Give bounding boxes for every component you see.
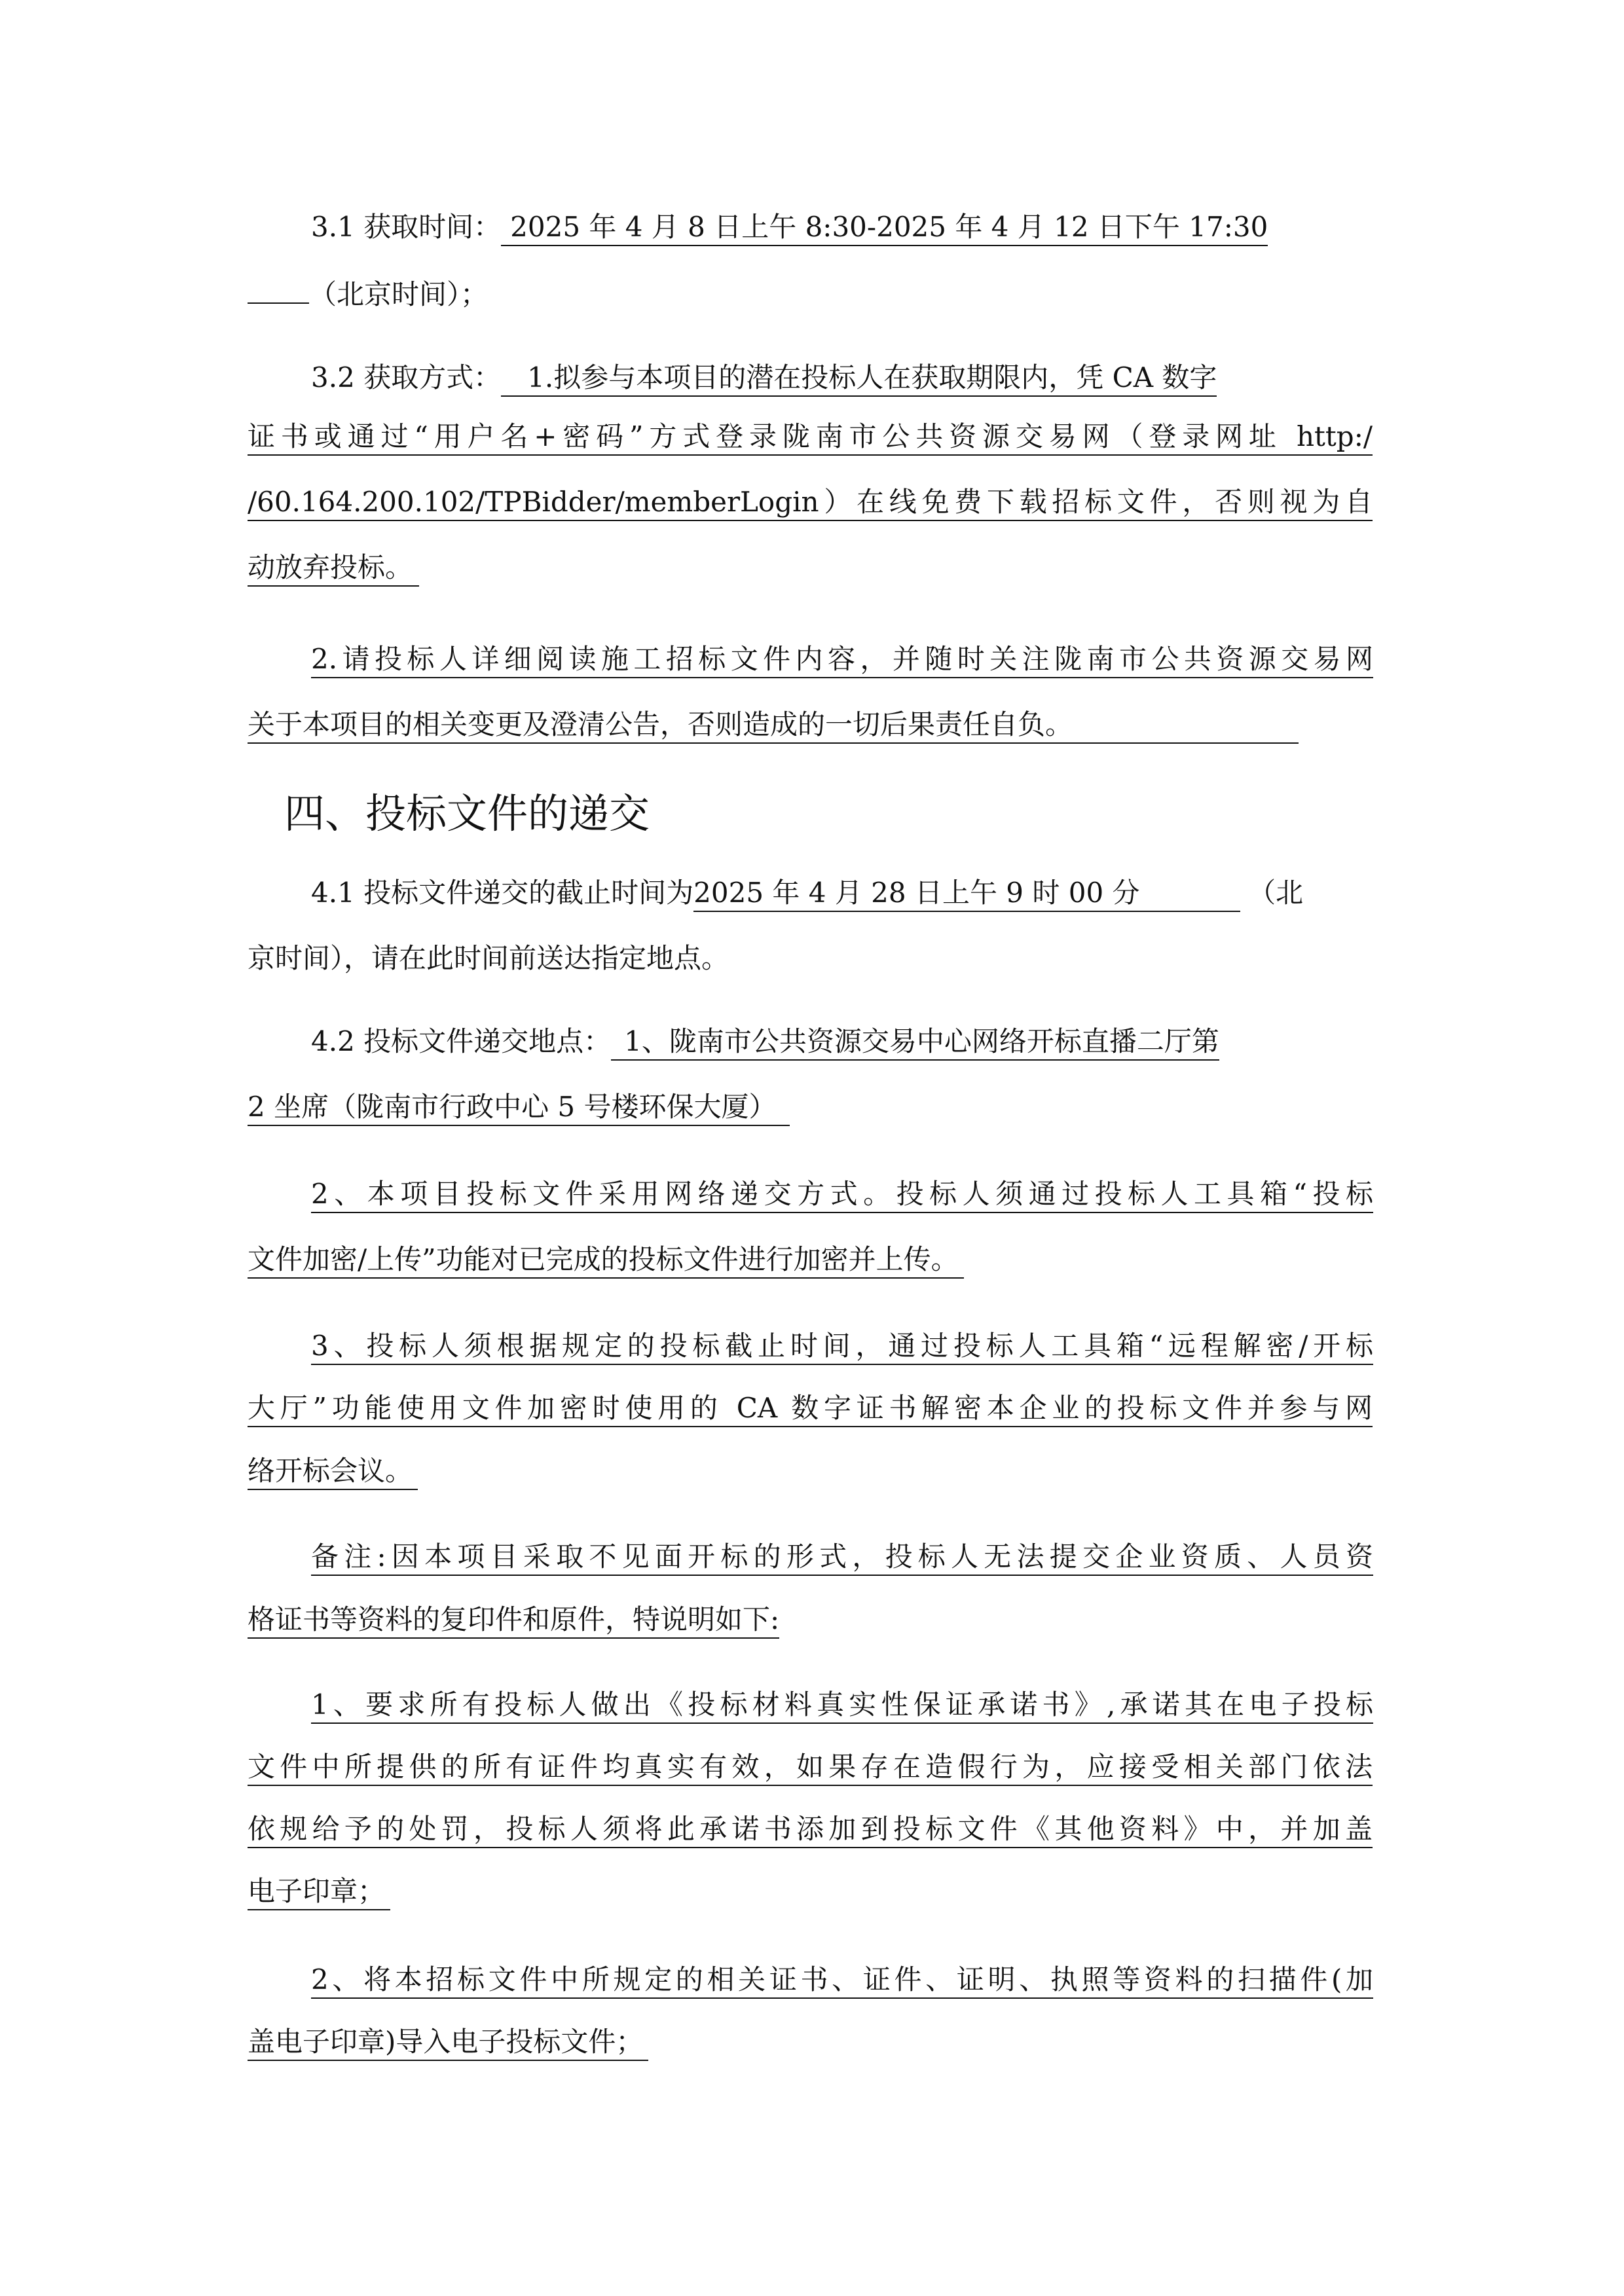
section-3-2-line-4-text: 动放弃投标。	[248, 554, 419, 587]
note-line-2	[248, 1603, 780, 1639]
blank-underline	[248, 279, 309, 304]
paragraph-2-line-2-text: 文件加密/上传”功能对已完成的投标文件进行加密并上传。	[248, 1246, 964, 1279]
note-item-2-line-1	[311, 1963, 1373, 1999]
section-4-2-location-1: 1、陇南市公共资源交易中心网络开标直播二厅第	[611, 1028, 1219, 1061]
section-3-1-label: 3.1 获取时间：	[311, 211, 502, 243]
section-3-1-line-1	[311, 213, 1268, 246]
note-line-1	[311, 1540, 1373, 1576]
paragraph-3-line-1	[311, 1332, 1373, 1365]
section-4-1-label: 4.1 投标文件递交的截止时间为	[311, 877, 694, 909]
paragraph-3-line-2-text: 大厅”功能使用文件加密时使用的 CA 数字证书解密本企业的投标文件并参与网	[248, 1394, 1373, 1427]
note-item-1-line-2-text: 文件中所提供的所有证件均真实有效，如果存在造假行为，应接受相关部门依法	[248, 1753, 1373, 1786]
note-item-2-line-1-text: 2、将本招标文件中所规定的相关证书、证件、证明、执照等资料的扫描件(加	[311, 1966, 1373, 1999]
paragraph-3-line-3-text: 络开标会议。	[248, 1457, 418, 1490]
note-item-1-line-3	[248, 1815, 1373, 1848]
note-item-2-line-2-text: 盖电子印章)导入电子投标文件；	[248, 2028, 648, 2061]
paragraph-3-line-2	[248, 1394, 1373, 1427]
note-item-1-line-1	[311, 1688, 1373, 1724]
section-3-2-line-2	[248, 420, 1373, 456]
section-3-2-item-2-line-2	[248, 708, 1299, 744]
section-4-heading: 四、投标文件的递交	[284, 790, 650, 837]
paragraph-3-line-1-text: 3、投标人须根据规定的投标截止时间，通过投标人工具箱“远程解密/开标	[311, 1332, 1373, 1365]
section-3-2-item-2-line-1	[311, 643, 1373, 678]
section-3-1-line-2	[248, 279, 488, 308]
note-line-1-text: 备注:因本项目采取不见面开标的形式，投标人无法提交企业资质、人员资	[311, 1543, 1373, 1576]
section-3-2-item-2-line-2-text: 关于本项目的相关变更及澄清公告，否则造成的一切后果责任自负。	[248, 711, 1299, 744]
note-item-1-line-4-text: 电子印章；	[248, 1878, 390, 1910]
section-4-1-line-1	[311, 879, 1303, 912]
section-4-1-line-2-text: 京时间），请在此时间前送达指定地点。	[248, 942, 729, 974]
section-3-1-tail: （北京时间）；	[309, 278, 489, 310]
section-4-1-tail: （北	[1248, 877, 1304, 909]
section-4-2-label: 4.2 投标文件递交地点：	[311, 1025, 612, 1057]
section-3-2-label: 3.2 获取方式：	[311, 361, 502, 393]
note-line-2-text: 格证书等资料的复印件和原件，特说明如下:	[248, 1606, 779, 1639]
paragraph-2-line-1	[311, 1180, 1373, 1213]
paragraph-2-line-2	[248, 1243, 964, 1279]
note-item-2-line-2	[248, 2028, 648, 2061]
section-4-2-line-2-text: 2 坐席（陇南市行政中心 5 号楼环保大厦）	[248, 1093, 790, 1126]
section-3-1-time-value: 2025 年 4 月 8 日上午 8:30-2025 年 4 月 12 日下午 17:30	[501, 213, 1268, 246]
section-3-2-line-1	[311, 361, 1217, 397]
section-3-2-line-2-text: 证书或通过“用户名+密码”方式登录陇南市公共资源交易网（登录网址 http:/	[248, 423, 1373, 456]
section-4-2-line-2	[248, 1093, 790, 1126]
note-item-1-line-2	[248, 1753, 1373, 1786]
paragraph-3-line-3	[248, 1457, 418, 1490]
section-3-2-method-1: 1.拟参与本项目的潜在投标人在获取期限内，凭 CA 数字	[501, 364, 1217, 397]
note-item-1-line-3-text: 依规给予的处罚，投标人须将此承诺书添加到投标文件《其他资料》中，并加盖	[248, 1815, 1373, 1848]
paragraph-2-line-1-text: 2、本项目投标文件采用网络递交方式。投标人须通过投标人工具箱“投标	[311, 1180, 1373, 1213]
section-4-2-line-1	[311, 1025, 1219, 1061]
section-4-1-deadline-value: 2025 年 4 月 28 日上午 9 时 00 分	[693, 879, 1240, 912]
section-4-1-line-2	[248, 942, 729, 974]
section-3-2-item-2-line-1-text: 2.请投标人详细阅读施工招标文件内容，并随时关注陇南市公共资源交易网	[311, 646, 1373, 678]
note-item-1-line-4	[248, 1875, 390, 1910]
section-3-2-line-3	[248, 488, 1373, 521]
note-item-1-line-1-text: 1、要求所有投标人做出《投标材料真实性保证承诺书》,承诺其在电子投标	[311, 1691, 1373, 1724]
section-3-2-line-4	[248, 551, 419, 587]
section-3-2-line-3-text: /60.164.200.102/TPBidder/memberLogin）在线免费下载招标文件，否则视为自	[248, 488, 1373, 521]
